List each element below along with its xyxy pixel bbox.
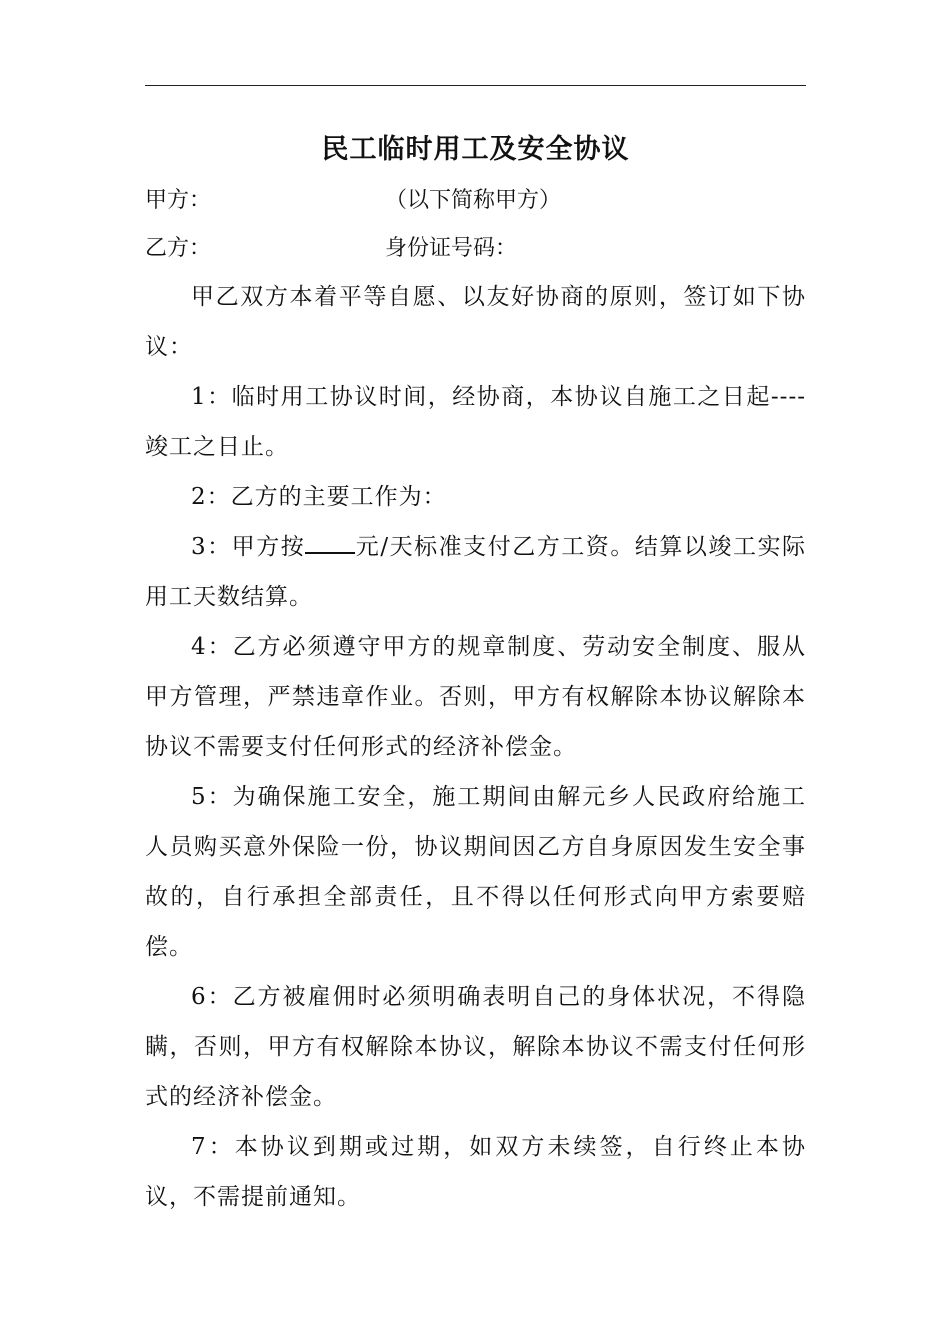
clause-1: 1：临时用工协议时间，经协商，本协议自施工之日起----竣工之日止。 <box>145 384 806 460</box>
clause-3 <box>145 522 806 622</box>
clause-6: 6：乙方被雇佣时必须明确表明自己的身体状况，不得隐瞒，否则，甲方有权解除本协议，解除本协议不需支付任何形式的经济补偿金。 <box>145 984 806 1110</box>
header-rule <box>145 85 806 86</box>
party-a-note: （以下简称甲方） <box>385 188 562 213</box>
clause-3-after: 元/天标准支付乙方工资。结算以竣工实际用工天数结算。 <box>145 534 806 610</box>
wage-blank <box>305 528 355 554</box>
party-b-id-label: 身份证号码： <box>385 236 518 261</box>
clause-5: 5：为确保施工安全，施工期间由解元乡人民政府给施工人员购买意外保险一份，协议期间因乙方自身原因发生安全事故的，自行承担全部责任，且不得以任何形式向甲方索要赔偿。 <box>145 784 806 960</box>
clause-4: 4：乙方必须遵守甲方的规章制度、劳动安全制度、服从甲方管理，严禁违章作业。否则，甲方有权解除本协议解除本协议不需要支付任何形式的经济补偿金。 <box>145 634 806 760</box>
party-a-label: 甲方： <box>145 188 212 213</box>
party-a-line <box>145 186 806 216</box>
party-b-line <box>145 234 806 264</box>
clause-3-before: 3：甲方按 <box>191 534 306 560</box>
clause-2: 2：乙方的主要工作为： <box>191 484 447 510</box>
intro-paragraph: 甲乙双方本着平等自愿、以友好协商的原则，签订如下协议： <box>145 284 806 360</box>
party-b-label: 乙方： <box>145 236 212 261</box>
agreement-body <box>145 272 806 1222</box>
document-title: 民工临时用工及安全协议 <box>321 134 630 165</box>
clause-7: 7：本协议到期或过期，如双方未续签，自行终止本协议，不需提前通知。 <box>145 1134 806 1210</box>
